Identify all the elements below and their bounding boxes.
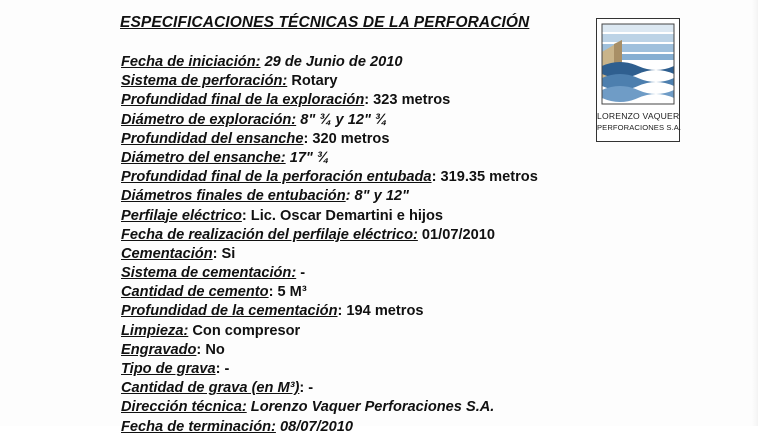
spec-label: Profundidad del ensanche (121, 130, 304, 147)
logo-sky-band-1 (602, 24, 674, 32)
spec-row (121, 53, 538, 72)
spec-label: Diámetro del ensanche: (121, 149, 286, 166)
spec-label: Sistema de perforación: (121, 73, 288, 90)
spec-label: Cantidad de cemento (121, 284, 269, 301)
spec-value: Lorenzo Vaquer Perforaciones S.A. (250, 399, 495, 416)
scan-edge-shadow (752, 0, 758, 426)
spec-row (121, 111, 538, 130)
spec-value: 01/07/2010 (421, 226, 495, 243)
spec-value: : - (299, 380, 314, 397)
logo-emblem-icon (600, 22, 676, 108)
spec-value: 29 de Junio de 2010 (264, 54, 403, 70)
spec-value: Rotary (291, 73, 338, 90)
spec-label: Fecha de iniciación: (121, 54, 261, 70)
spec-label: Profundidad final de la exploración (121, 92, 365, 109)
spec-row (121, 264, 538, 283)
company-logo (596, 18, 680, 142)
spec-row (121, 187, 538, 206)
logo-company-type: PERFORACIONES S.A. (597, 123, 682, 132)
spec-label: Fecha de terminación: (121, 418, 276, 435)
spec-value: : No (196, 341, 225, 358)
spec-label: Dirección técnica: (121, 399, 247, 416)
spec-label: Fecha de realización del perfilaje eléctrico: (121, 226, 418, 243)
spec-value: : 194 metros (337, 303, 424, 320)
logo-sky-band-2 (602, 34, 674, 42)
spec-row (121, 418, 538, 437)
spec-value: : 320 metros (303, 130, 390, 147)
spec-value: 8" ¾ y 12" ¾ (300, 111, 388, 128)
spec-row (121, 360, 538, 379)
spec-label: Tipo de grava (121, 361, 216, 377)
spec-label: Sistema de cementación: (121, 265, 297, 282)
spec-label: Perfilaje eléctrico (121, 207, 242, 224)
spec-value: Con compresor (192, 322, 301, 339)
spec-value: : 323 metros (364, 92, 451, 109)
logo-wave-3 (602, 86, 674, 102)
specifications-list (121, 53, 538, 437)
spec-label: Cantidad de grava (en M³) (121, 380, 300, 397)
spec-row (121, 379, 538, 398)
spec-row (121, 207, 538, 226)
spec-row (121, 91, 538, 110)
spec-row (121, 226, 538, 245)
spec-value: : 8" y 12" (345, 188, 409, 205)
spec-label: Profundidad de la cementación (121, 303, 338, 320)
spec-value: : Si (212, 245, 236, 262)
spec-row (121, 149, 538, 168)
spec-value: 17" ¾ (289, 149, 330, 166)
spec-value: : 5 M³ (268, 284, 307, 301)
spec-row (121, 130, 538, 149)
spec-label: Profundidad final de la perforación entubada (121, 169, 432, 186)
spec-label: Diámetros finales de entubación (121, 188, 346, 205)
spec-label: Diámetro de exploración: (121, 111, 297, 128)
spec-value: - (300, 265, 306, 282)
spec-value: : - (215, 361, 230, 377)
logo-company-name: LORENZO VAQUER (597, 111, 680, 121)
spec-row (121, 283, 538, 302)
spec-value: : Lic. Oscar Demartini e hijos (241, 207, 444, 224)
spec-row (121, 302, 538, 321)
spec-row (121, 341, 538, 360)
spec-value: : 319.35 metros (431, 169, 538, 186)
spec-value: 08/07/2010 (279, 418, 354, 435)
spec-row (121, 72, 538, 91)
spec-label: Cementación (121, 245, 213, 262)
document-title: ESPECIFICACIONES TÉCNICAS DE LA PERFORACIÓN (120, 14, 530, 31)
spec-row (121, 322, 538, 341)
spec-row (121, 398, 538, 417)
spec-label: Limpieza: (121, 322, 189, 339)
spec-row (121, 245, 538, 264)
spec-row (121, 168, 538, 187)
spec-label: Engravado (121, 341, 197, 358)
